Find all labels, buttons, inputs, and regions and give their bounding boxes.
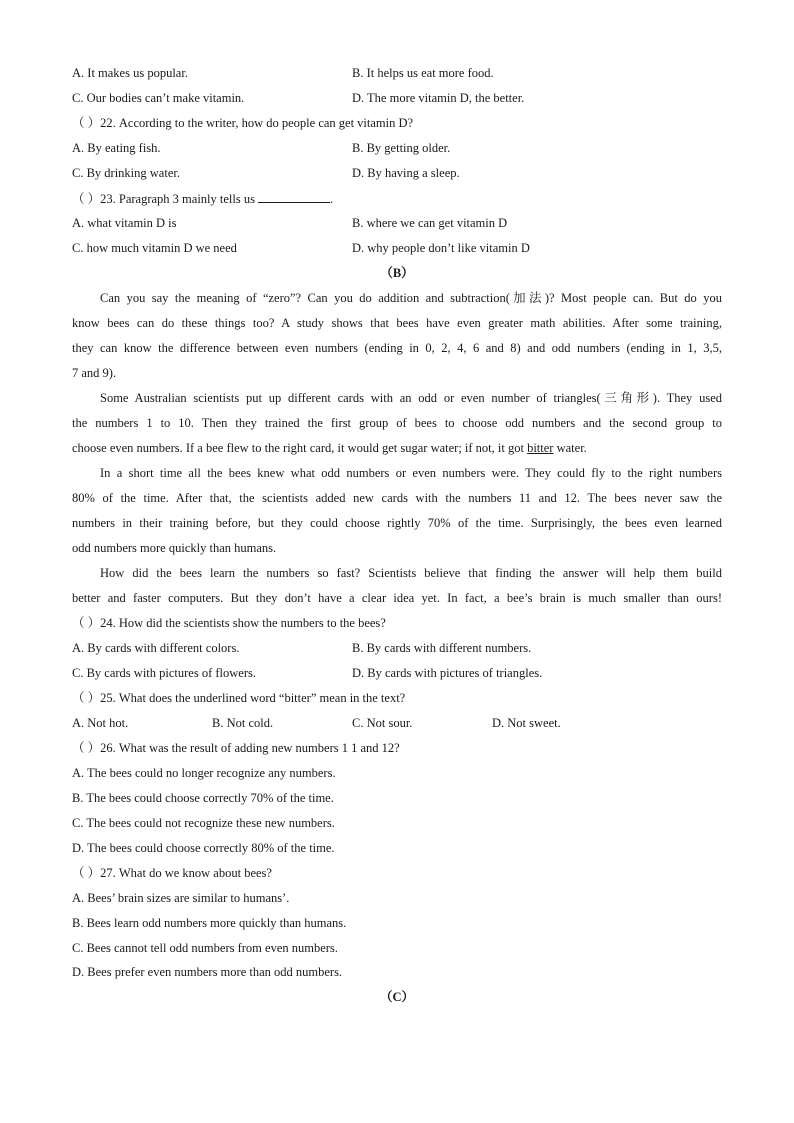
passage-b-p1-line4: 7 and 9). xyxy=(72,366,117,380)
q22-option-d: D. By having a sleep. xyxy=(352,166,460,180)
q25-option-a: A. Not hot. xyxy=(72,716,129,730)
q23-option-d: D. why people don’t like vitamin D xyxy=(352,241,530,255)
q27-stem: （ ）27. What do we know about bees? xyxy=(72,866,272,880)
passage-b-p2-line3 xyxy=(72,440,587,456)
answer-blank xyxy=(258,190,330,203)
q22-option-c: C. By drinking water. xyxy=(72,166,180,180)
passage-b-p2-line1: Some Australian scientists put up different cards with an odd or even number of triangles(三角形). They used xyxy=(100,391,722,405)
q27-option-d: D. Bees prefer even numbers more than odd numbers. xyxy=(72,965,343,979)
q21-option-c: C. Our bodies can’t make vitamin. xyxy=(72,91,245,105)
q21-option-d: D. The more vitamin D, the better. xyxy=(352,91,525,105)
underlined-word-bitter: bitter xyxy=(527,441,554,455)
passage-b-p4-line2: better and faster computers. But they don’t have a clear idea yet. In fact, a bee’s brain is much smaller than ours! xyxy=(72,591,722,605)
q22-stem: （ ）22. According to the writer, how do people can get vitamin D? xyxy=(72,116,414,130)
q24-option-d: D. By cards with pictures of triangles. xyxy=(352,666,543,680)
section-b-heading: （B） xyxy=(380,266,414,280)
q27-option-b: B. Bees learn odd numbers more quickly than humans. xyxy=(72,916,347,930)
passage-b-p1-line1: Can you say the meaning of “zero”? Can you do addition and subtraction(加法)? Most people can. But do you xyxy=(100,291,722,305)
passage-b-p3-line4: odd numbers more quickly than humans. xyxy=(72,541,277,555)
passage-b-p4-line1: How did the bees learn the numbers so fast? Scientists believe that finding the answer will help them build xyxy=(100,566,722,580)
q24-stem: （ ）24. How did the scientists show the numbers to the bees? xyxy=(72,616,386,630)
passage-b-p1-line2: know bees can do these things too? A study shows that bees have even greater math abilities. After some training, xyxy=(72,316,722,330)
q25-option-b: B. Not cold. xyxy=(212,716,274,730)
passage-b-p3-line2: 80% of the time. After that, the scientists added new cards with the numbers 11 and 12. The bees never saw the xyxy=(72,491,722,505)
passage-text: water. xyxy=(553,441,587,455)
q27-option-a: A. Bees’ brain sizes are similar to humans’. xyxy=(72,891,290,905)
q22-option-b: B. By getting older. xyxy=(352,141,451,155)
q26-stem: （ ）26. What was the result of adding new numbers 1 1 and 12? xyxy=(72,741,400,755)
q27-option-c: C. Bees cannot tell odd numbers from even numbers. xyxy=(72,941,338,955)
passage-b-p3-line1: In a short time all the bees knew what odd numbers or even numbers were. They could fly to the right numbers xyxy=(100,466,722,480)
passage-b-p2-line2: the numbers 1 to 10. Then they trained the first group of bees to choose odd numbers and the second group to xyxy=(72,416,722,430)
q26-option-d: D. The bees could choose correctly 80% of the time. xyxy=(72,841,335,855)
q26-option-b: B. The bees could choose correctly 70% of the time. xyxy=(72,791,334,805)
q25-option-c: C. Not sour. xyxy=(352,716,413,730)
section-c-heading: （C） xyxy=(379,990,415,1004)
q25-stem: （ ）25. What does the underlined word “bitter” mean in the text? xyxy=(72,691,406,705)
q25-option-d: D. Not sweet. xyxy=(492,716,561,730)
q24-option-c: C. By cards with pictures of flowers. xyxy=(72,666,256,680)
q23-option-b: B. where we can get vitamin D xyxy=(352,216,508,230)
q22-option-a: A. By eating fish. xyxy=(72,141,161,155)
q21-option-b: B. It helps us eat more food. xyxy=(352,66,494,80)
passage-text: choose even numbers. If a bee flew to the right card, it would get sugar water; if not, it got xyxy=(72,441,528,455)
passage-b-p3-line3: numbers in their training before, but they could choose rightly 70% of the time. Surprisingly, the bees even learned xyxy=(72,516,722,530)
q23-stem: （ ）23. Paragraph 3 mainly tells us xyxy=(72,192,255,206)
q23-option-a: A. what vitamin D is xyxy=(72,216,177,230)
passage-b-p1-line3: they can know the difference between even numbers (ending in 0, 2, 4, 6 and 8) and odd numbers (ending in 1, 3,5, xyxy=(72,341,722,355)
q23-period: . xyxy=(329,192,334,206)
q23-option-c: C. how much vitamin D we need xyxy=(72,241,237,255)
q23-stem-line xyxy=(72,190,333,207)
q26-option-c: C. The bees could not recognize these new numbers. xyxy=(72,816,335,830)
q26-option-a: A. The bees could no longer recognize any numbers. xyxy=(72,766,336,780)
q24-option-b: B. By cards with different numbers. xyxy=(352,641,532,655)
q21-option-a: A. It makes us popular. xyxy=(72,66,188,80)
q24-option-a: A. By cards with different colors. xyxy=(72,641,240,655)
